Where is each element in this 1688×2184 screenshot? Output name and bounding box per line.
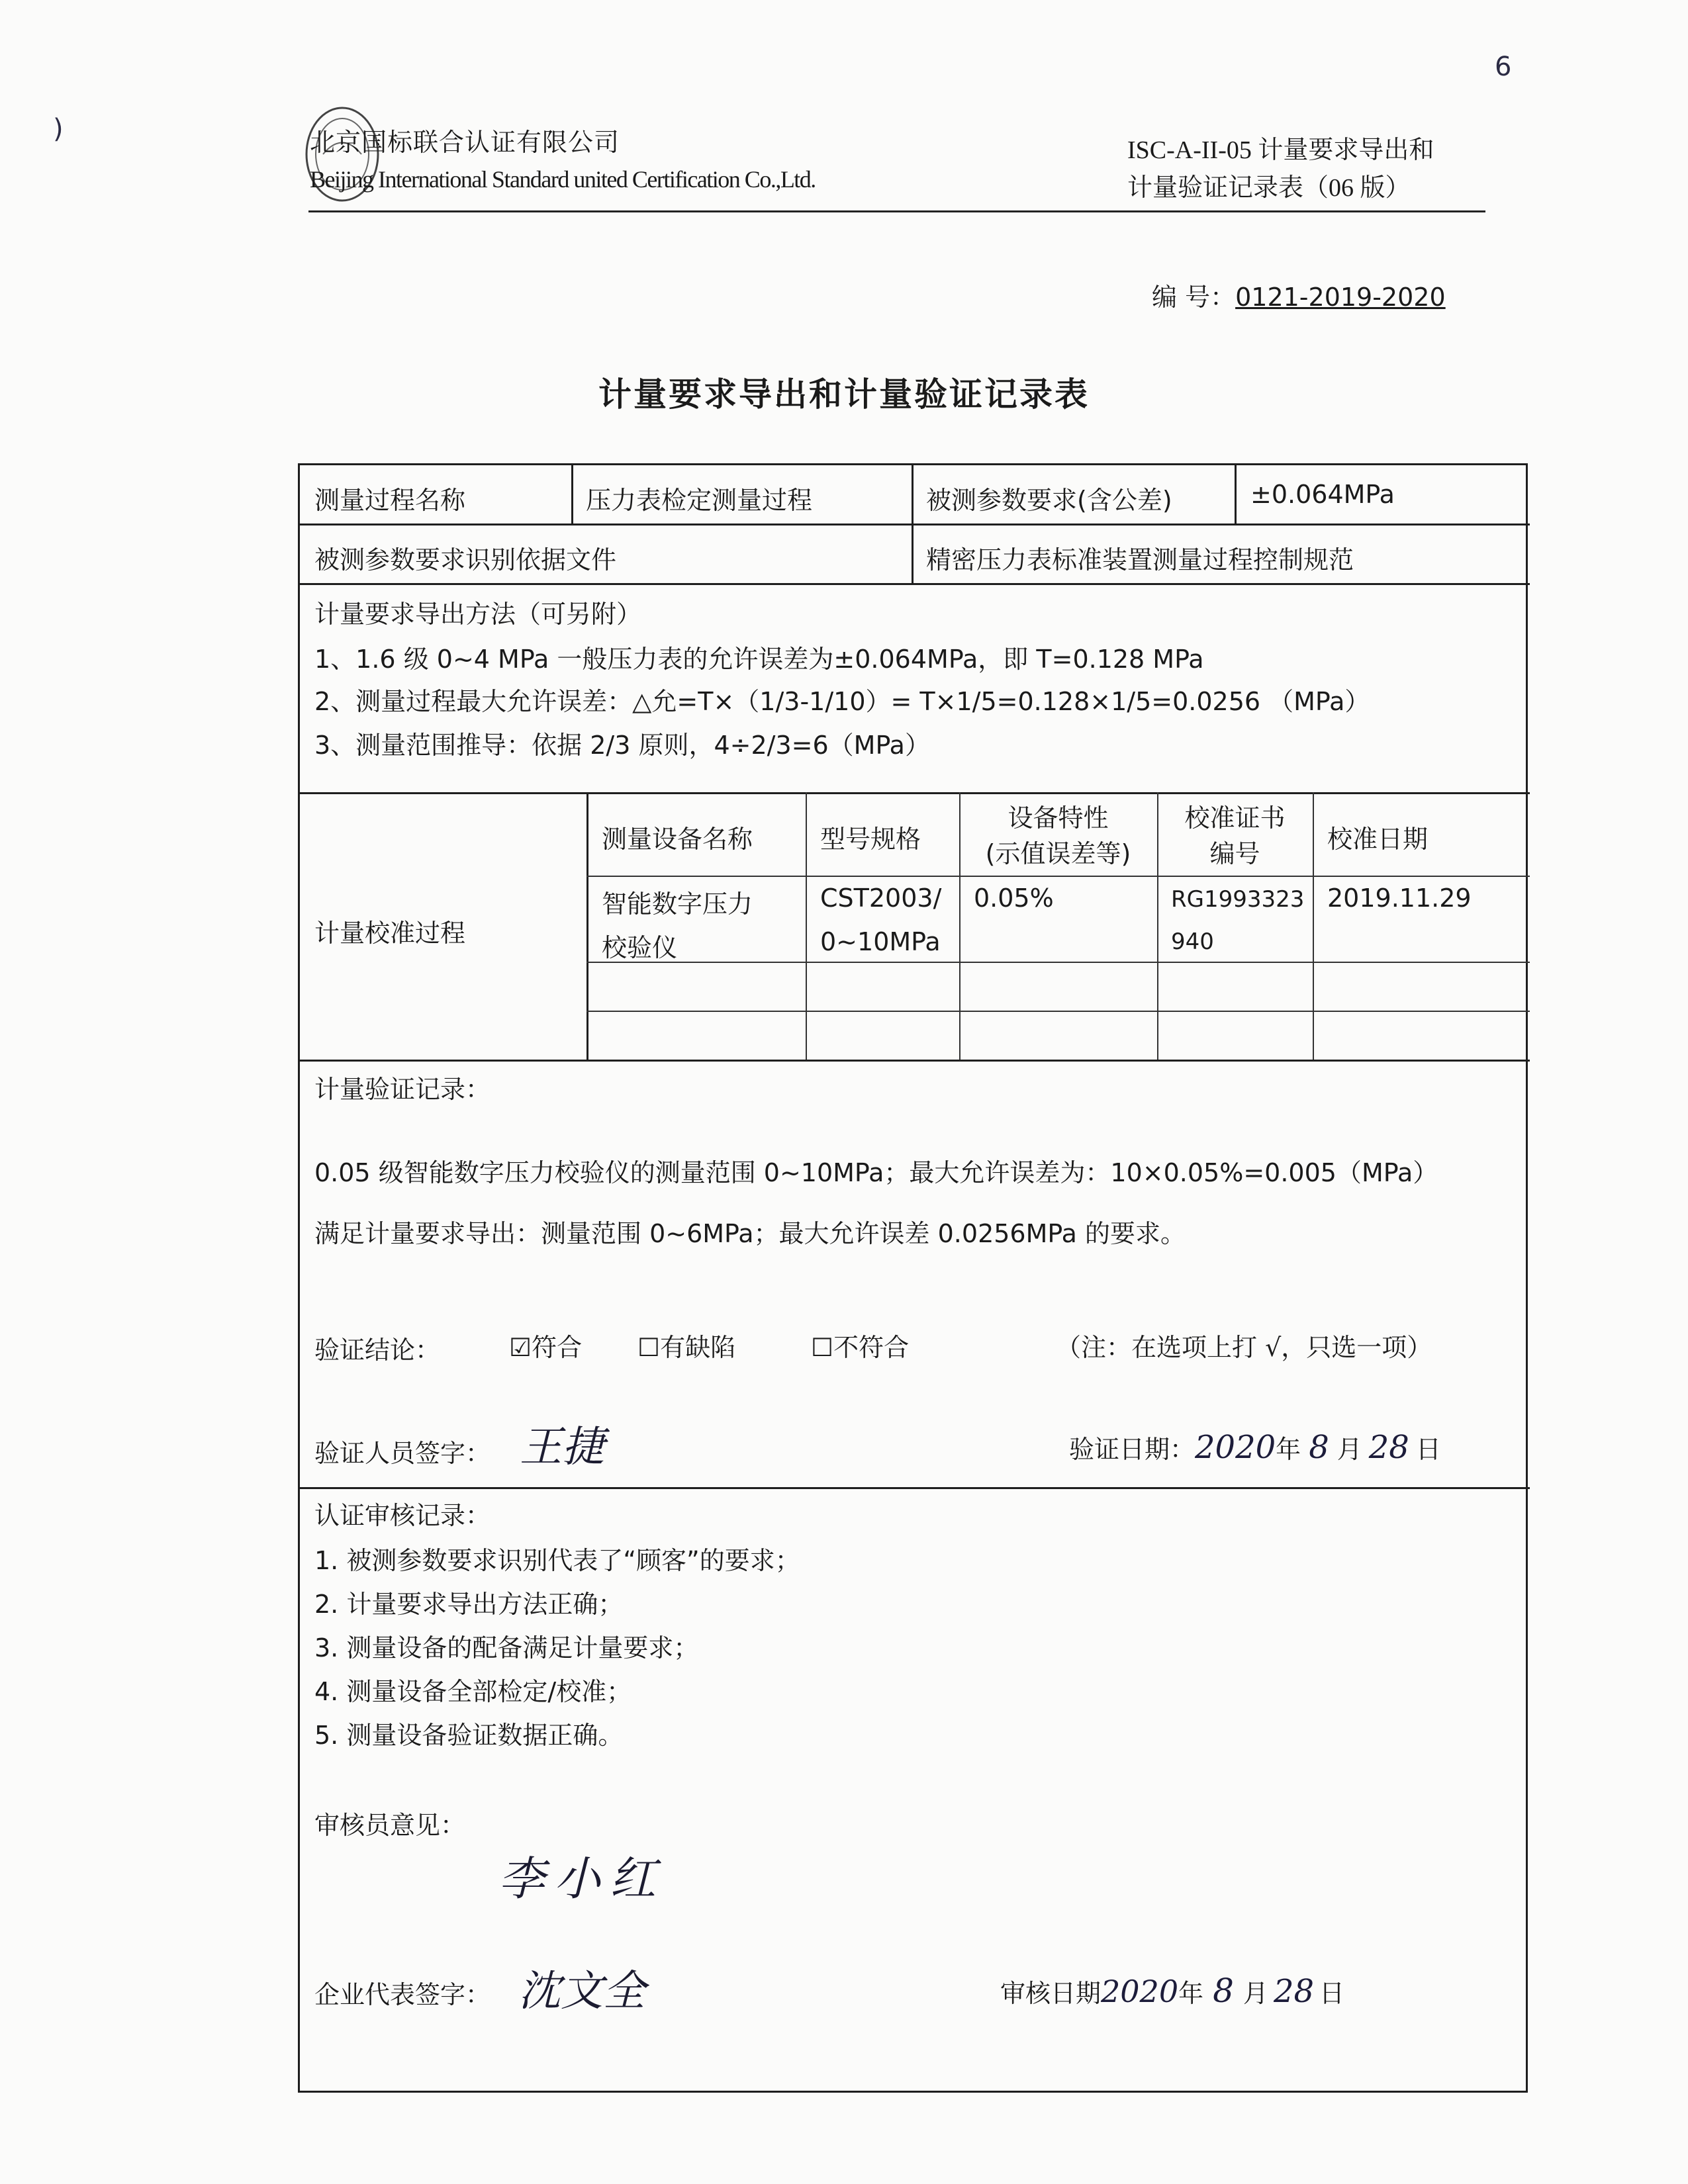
cal-row-cert-l1: RG1993323 xyxy=(1171,886,1305,913)
verification-date-year-unit: 年 xyxy=(1276,1435,1301,1464)
basis-document-value: 精密压力表标准装置测量过程控制规范 xyxy=(926,545,1354,574)
document-number-value: 0121-2019-2020 xyxy=(1235,283,1446,312)
col-header-cert-l1: 校准证书 xyxy=(1184,803,1286,833)
audit-item-2: 2. 计量要求导出方法正确； xyxy=(314,1590,624,1619)
rule-row2-bottom xyxy=(300,583,1530,585)
option-defect xyxy=(637,1327,735,1363)
form-table xyxy=(298,463,1528,2093)
enterprise-rep-label: 企业代表签字： xyxy=(314,1980,491,2009)
derivation-heading: 计量要求导出方法（可另附） xyxy=(314,600,642,629)
rule-row1-bottom xyxy=(300,523,1530,525)
cal-row-model-l1: CST2003/ xyxy=(820,884,942,913)
verification-line-1: 0.05 级智能数字压力校验仪的测量范围 0~10MPa；最大允许误差为：10×0.05%=0.005（MPa） xyxy=(314,1158,1438,1187)
verification-date-day-unit: 日 xyxy=(1415,1435,1441,1464)
page-title: 计量要求导出和计量验证记录表 xyxy=(598,375,1090,414)
company-name-cn: 北京国标联合认证有限公司 xyxy=(310,129,620,157)
option-conform-label: 符合 xyxy=(532,1333,583,1362)
col-header-device: 测量设备名称 xyxy=(602,825,753,854)
option-nonconform xyxy=(811,1327,909,1363)
verification-date-month: 8 xyxy=(1309,1429,1329,1466)
rule-calibration-bottom xyxy=(300,1060,1530,1062)
option-conform xyxy=(509,1327,582,1363)
param-requirement-label: 被测参数要求(含公差) xyxy=(926,486,1172,515)
rule-v-cal-1 xyxy=(806,792,807,1060)
auditor-signature: 李小红 xyxy=(498,1852,665,1906)
col-header-model: 型号规格 xyxy=(820,825,921,854)
option-defect-label: 有缺陷 xyxy=(660,1333,736,1362)
option-defect-checkbox: ☐ xyxy=(637,1333,661,1362)
cal-row-char: 0.05% xyxy=(974,884,1054,913)
cal-row-device-l2: 校验仪 xyxy=(602,933,678,962)
cal-row-device-l1: 智能数字压力 xyxy=(602,889,753,919)
process-name-value: 压力表检定测量过程 xyxy=(586,486,813,515)
rule-v-row1-c xyxy=(1235,465,1237,523)
conclusion-note: （注：在选项上打 √，只选一项） xyxy=(1056,1333,1432,1362)
derivation-line-2: 2、测量过程最大允许误差：△允=T×（1/3-1/10）= T×1/5=0.128×1/5=0.0256 （MPa） xyxy=(314,687,1370,716)
rule-v-cal-label xyxy=(586,792,588,1060)
form-code-line1: ISC-A-II-05 计量要求导出和 xyxy=(1127,136,1434,164)
audit-date-month-unit: 月 xyxy=(1243,1979,1268,2008)
verification-line-2: 满足计量要求导出：测量范围 0~6MPa；最大允许误差 0.0256MPa 的要求。 xyxy=(314,1219,1186,1248)
document-number xyxy=(1152,277,1446,313)
auditor-opinion-label: 审核员意见： xyxy=(314,1811,466,1840)
verification-date xyxy=(1069,1429,1441,1466)
audit-date-year: 2020 xyxy=(1101,1974,1179,2009)
company-name-en: Beijing International Standard united Certification Co.,Ltd. xyxy=(310,166,816,193)
audit-date-day-unit: 日 xyxy=(1319,1979,1345,2008)
audit-date-day: 28 xyxy=(1273,1973,1315,2010)
derivation-line-3: 3、测量范围推导：依据 2/3 原则，4÷2/3=6（MPa） xyxy=(314,731,930,760)
rule-v-cal-4 xyxy=(1313,792,1314,1060)
calibration-label: 计量校准过程 xyxy=(314,919,466,948)
document-number-label: 编 号： xyxy=(1152,283,1236,312)
col-header-char-l1: 设备特性 xyxy=(1008,803,1109,833)
verifier-signature: 王捷 xyxy=(520,1423,604,1472)
header-rule xyxy=(308,210,1485,212)
option-conform-checkbox: ☑ xyxy=(509,1333,532,1362)
verification-date-month-unit: 月 xyxy=(1336,1435,1362,1464)
verification-date-day: 28 xyxy=(1368,1429,1409,1466)
audit-date-year-unit: 年 xyxy=(1178,1979,1204,2008)
audit-item-4: 4. 测量设备全部检定/校准； xyxy=(314,1677,632,1706)
audit-item-1: 1. 被测参数要求识别代表了“顾客”的要求； xyxy=(314,1546,800,1575)
process-name-label: 测量过程名称 xyxy=(314,486,466,515)
audit-heading: 认证审核记录： xyxy=(314,1501,491,1530)
option-nonconform-label: 不符合 xyxy=(833,1333,910,1362)
rule-derivation-bottom xyxy=(300,792,1530,794)
rule-v-row1-a xyxy=(571,465,573,523)
col-header-char-l2: (示值误差等) xyxy=(985,839,1131,868)
option-nonconform-checkbox: ☐ xyxy=(811,1333,834,1362)
verification-heading: 计量验证记录： xyxy=(314,1075,491,1104)
verification-date-label: 验证日期： xyxy=(1069,1435,1196,1464)
audit-date-month: 8 xyxy=(1213,1972,1234,2010)
basis-document-label: 被测参数要求识别依据文件 xyxy=(314,545,617,574)
margin-mark-top-right: 6 xyxy=(1495,52,1512,82)
rule-cal-row1-bottom xyxy=(586,962,1530,963)
rule-cal-row2-bottom xyxy=(586,1011,1530,1012)
rule-verification-bottom xyxy=(300,1487,1530,1489)
param-requirement-value: ±0.064MPa xyxy=(1250,480,1395,509)
col-header-date: 校准日期 xyxy=(1327,825,1429,854)
cal-row-model-l2: 0~10MPa xyxy=(820,927,941,956)
verification-date-year: 2020 xyxy=(1195,1429,1276,1466)
rule-v-row12-b xyxy=(912,465,914,583)
verifier-signature-label: 验证人员签字： xyxy=(314,1439,491,1468)
audit-date-label: 审核日期 xyxy=(1000,1979,1102,2008)
derivation-line-1: 1、1.6 级 0~4 MPa 一般压力表的允许误差为±0.064MPa，即 T=0.128 MPa xyxy=(314,645,1204,674)
audit-item-5: 5. 测量设备验证数据正确。 xyxy=(314,1721,624,1750)
cal-row-date: 2019.11.29 xyxy=(1327,884,1472,913)
conclusion-label: 验证结论： xyxy=(314,1336,441,1365)
audit-date xyxy=(1000,1972,1344,2010)
cal-row-cert-l2: 940 xyxy=(1171,929,1214,955)
enterprise-rep-signature: 沈文全 xyxy=(518,1967,645,2016)
rule-cal-header-bottom xyxy=(586,876,1530,877)
margin-mark-left: ) xyxy=(53,114,64,144)
form-code-line2: 计量验证记录表（06 版） xyxy=(1127,174,1411,202)
col-header-cert-l2: 编号 xyxy=(1209,839,1260,868)
audit-item-3: 3. 测量设备的配备满足计量要求； xyxy=(314,1633,699,1662)
